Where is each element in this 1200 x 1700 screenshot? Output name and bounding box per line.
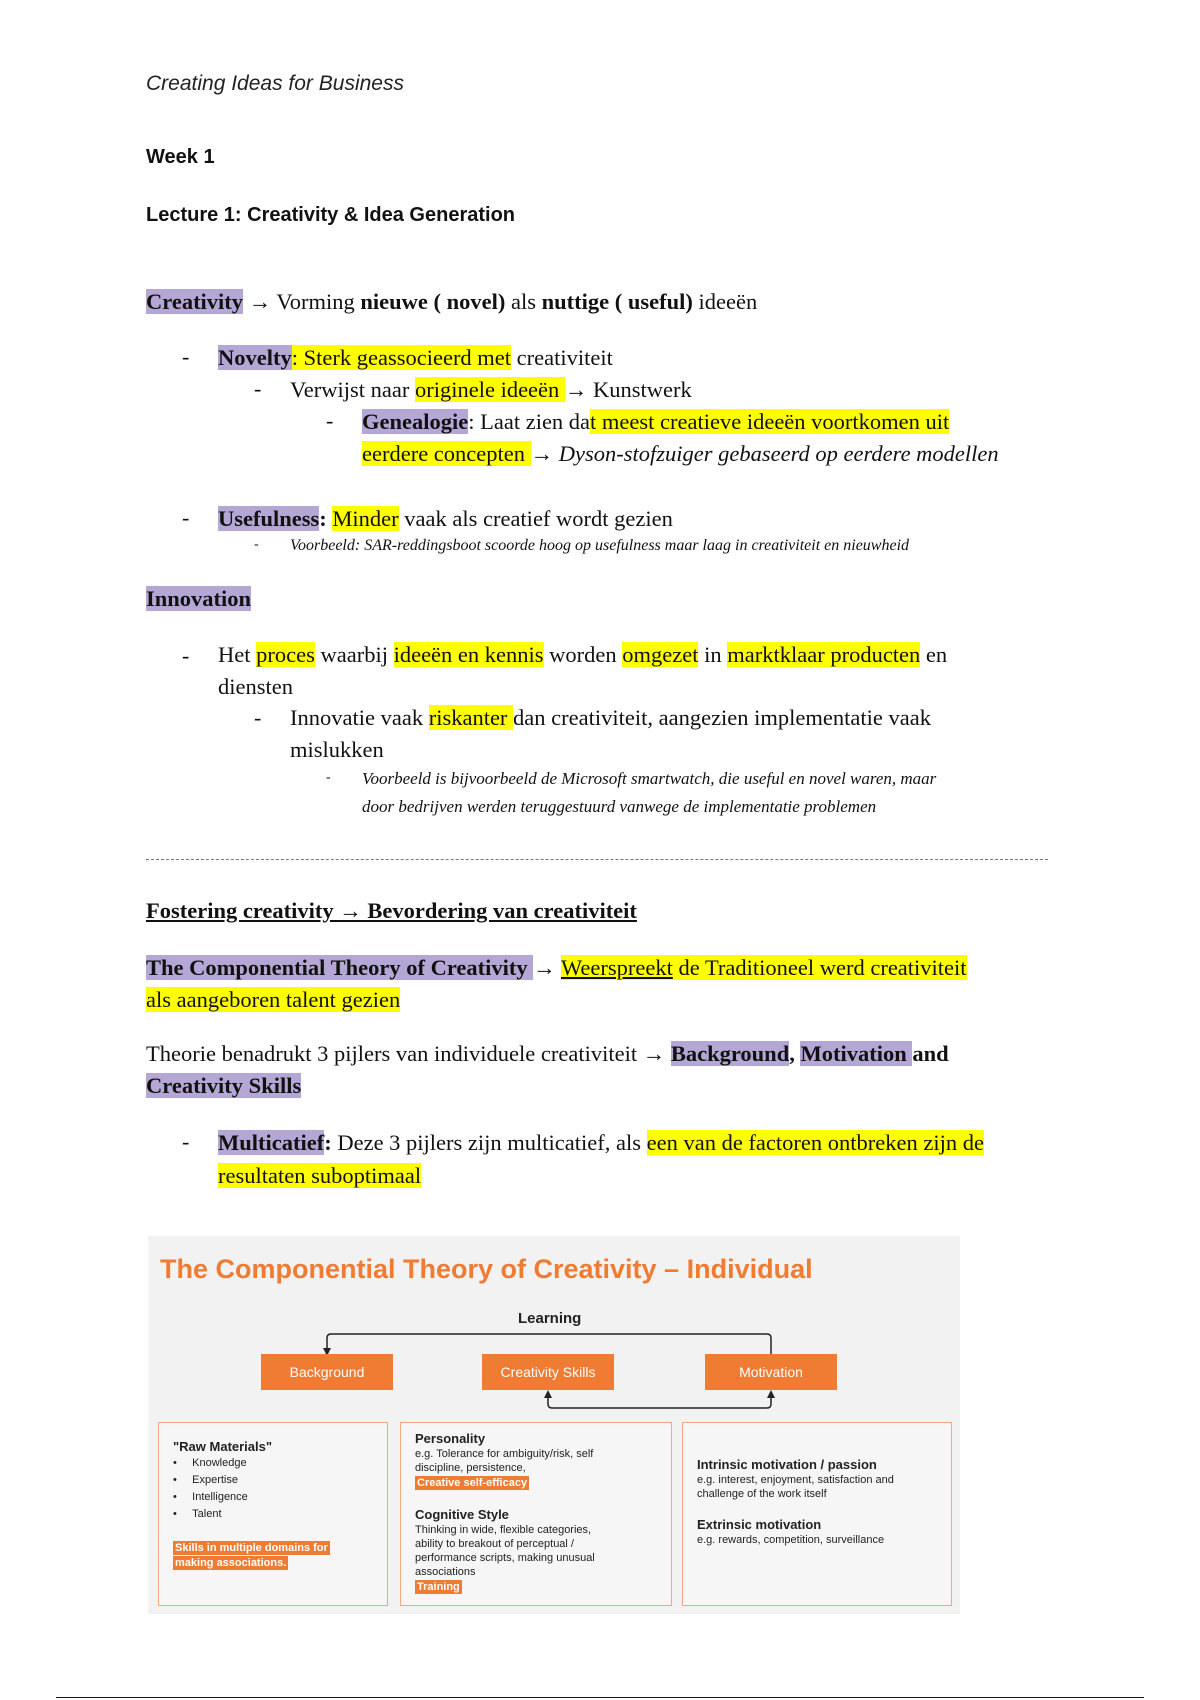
innovation-definition	[218, 639, 947, 671]
highlight-skills: Skills in multiple domains for	[175, 1542, 328, 1554]
arrowhead	[767, 1390, 775, 1398]
text-span: marktklaar producten	[727, 642, 921, 667]
text-span: The Componential Theory of Creativity	[146, 955, 534, 980]
bullet: -	[254, 376, 262, 401]
innovation-definition-line2: diensten	[218, 674, 293, 699]
text-span: Deze 3 pijlers zijn multicatief, als	[337, 1130, 647, 1155]
text-span: and	[912, 1041, 949, 1066]
text-span: dan creativiteit, aangezien implementatie vaak	[513, 705, 931, 730]
text-span: Minder	[332, 506, 399, 531]
bullet: -	[182, 505, 190, 530]
componential-theory-line1	[146, 952, 967, 984]
text-span: Theorie benadrukt 3 pijlers van individuele creativiteit →	[146, 1041, 671, 1066]
text-span: Het	[218, 642, 257, 667]
text-span: Background	[670, 1041, 790, 1066]
text-span: :	[324, 1130, 338, 1155]
text-span: nuttige ( useful)	[541, 289, 693, 314]
innovation-example-line2: door bedrijven werden teruggestuurd vanwege de implementatie problemen	[362, 797, 877, 816]
text-span: ideeën en kennis	[393, 642, 544, 667]
learning-label: Learning	[518, 1310, 582, 1327]
text-span: als	[505, 289, 542, 314]
text-span: waarbij	[314, 642, 394, 667]
usefulness-item	[218, 503, 673, 535]
panel-title: "Raw Materials"	[173, 1439, 273, 1454]
document-title: Creating Ideas for Business	[146, 72, 404, 95]
text-span: omgezet	[622, 642, 699, 667]
text-span: een van de factoren ontbreken zijn de	[646, 1130, 984, 1155]
text-span: en	[920, 642, 948, 667]
text-span: Motivation	[800, 1041, 913, 1066]
motivation-box: Motivation	[705, 1354, 837, 1390]
genealogie-term: Genealogie	[362, 409, 469, 434]
text-span: Sterk geassocieerd met	[303, 345, 512, 370]
fostering-heading: Fostering creativity → Bevordering van creativiteit	[146, 898, 637, 923]
text-span: eerdere concepten	[362, 441, 531, 466]
multicatief-line2	[218, 1160, 421, 1192]
text-span: ,	[789, 1041, 801, 1066]
componential-theory-line2	[146, 984, 400, 1016]
componential-theory-figure	[148, 1236, 960, 1614]
genealogie-item-line2	[362, 438, 999, 470]
panel-text: e.g. Tolerance for ambiguity/risk, self	[415, 1448, 594, 1460]
text-span: Knowledge	[192, 1457, 247, 1469]
text-span: in	[698, 642, 728, 667]
text-span: riskanter	[428, 705, 514, 730]
text-span: worden	[543, 642, 623, 667]
innovation-risk-line2: mislukken	[290, 737, 384, 762]
text-span: t meest creatieve ideeën voortkomen uit	[590, 409, 950, 434]
text-span: Innovatie vaak	[290, 705, 429, 730]
panel-text: Thinking in wide, flexible categories,	[415, 1524, 592, 1536]
bullet: -	[326, 408, 334, 433]
arrowhead	[544, 1390, 552, 1398]
text-span: Weerspreekt	[561, 955, 673, 980]
bullet: -	[182, 344, 190, 369]
list-item: • Expertise	[173, 1474, 238, 1486]
multicatief-line1	[218, 1127, 984, 1159]
text-span: originele ideeën	[414, 377, 565, 402]
text-span: :	[319, 506, 333, 531]
panel-text: e.g. interest, enjoyment, satisfaction and	[697, 1474, 894, 1486]
novelty-sub-item	[290, 374, 692, 406]
bullet: -	[254, 537, 259, 552]
pillars-line2	[146, 1070, 301, 1102]
text-span: nieuwe ( novel)	[360, 289, 506, 314]
innovation-heading	[146, 583, 251, 615]
text-span: proces	[256, 642, 315, 667]
panel-title: Intrinsic motivation / passion	[697, 1457, 877, 1472]
list-item: • Intelligence	[173, 1491, 248, 1503]
page-bottom-rule	[56, 1697, 1144, 1698]
panel-title: Personality	[415, 1431, 486, 1446]
figure-title: The Componential Theory of Creativity – Individual	[160, 1254, 813, 1284]
text-span: resultaten suboptimaal	[218, 1163, 422, 1188]
text-span: → Vorming	[243, 289, 361, 314]
panel-text: associations	[415, 1566, 476, 1578]
genealogie-item	[362, 406, 949, 438]
panel-title: Cognitive Style	[415, 1507, 509, 1522]
text-span: Verwijst naar	[290, 377, 415, 402]
usefulness-term: Usefulness	[218, 506, 320, 531]
creativity-skills-box: Creativity Skills	[482, 1354, 614, 1390]
text-span: als aangeboren talent gezien	[146, 987, 401, 1012]
text-span: creativiteit	[511, 345, 613, 370]
week-heading: Week 1	[146, 146, 215, 168]
highlight-training: Training	[417, 1581, 460, 1593]
bullet: -	[182, 1129, 190, 1154]
usefulness-example: Voorbeeld: SAR-reddingsboot scoorde hoog op usefulness maar laag in creativiteit en nieuwheid	[290, 537, 910, 554]
panel-motivation	[682, 1422, 952, 1606]
section-divider	[146, 859, 1048, 860]
panel-text: performance scripts, making unusual	[415, 1552, 595, 1564]
text-span: Dyson-stofzuiger gebaseerd op eerdere modellen	[558, 441, 999, 466]
bullet: -	[182, 643, 190, 668]
text-span: Intelligence	[192, 1491, 248, 1503]
novelty-term: Novelty	[218, 345, 292, 370]
bullet: -	[326, 770, 331, 785]
text-span: → Kunstwerk	[564, 377, 692, 402]
list-item: • Talent	[173, 1508, 222, 1520]
highlight-associations: making associations.	[175, 1557, 287, 1569]
text-span: vaak als creatief wordt gezien	[398, 506, 673, 531]
text-span: : Laat zien da	[468, 409, 591, 434]
text-span: Expertise	[192, 1474, 238, 1486]
panel-raw-materials	[158, 1422, 388, 1606]
novelty-item	[218, 342, 613, 374]
text-span: →	[533, 955, 561, 980]
creativity-term: Creativity	[146, 289, 244, 314]
panel-text: challenge of the work itself	[697, 1488, 827, 1500]
innovation-risk	[290, 702, 931, 734]
text-span: Creativity Skills	[146, 1073, 302, 1098]
panel-creativity-skills	[400, 1422, 672, 1606]
text-span: de Traditioneel werd creativiteit	[672, 955, 967, 980]
creativity-definition	[146, 286, 757, 318]
background-box: Background	[261, 1354, 393, 1390]
skills-motivation-arrow	[548, 1392, 771, 1408]
bullet: -	[254, 705, 262, 730]
text-span: Multicatief	[218, 1130, 325, 1155]
text-span: Talent	[192, 1508, 222, 1520]
highlight-self-efficacy: Creative self-efficacy	[417, 1477, 528, 1489]
panel-title: Extrinsic motivation	[697, 1517, 822, 1532]
panel-text: e.g. rewards, competition, surveillance	[697, 1534, 885, 1546]
panel-text: ability to breakout of perceptual /	[415, 1538, 574, 1550]
text-span: Innovation	[146, 586, 252, 611]
text-span: ideeën	[692, 289, 758, 314]
lecture-heading: Lecture 1: Creativity & Idea Generation	[146, 204, 516, 226]
text-span: →	[530, 441, 559, 466]
pillars-line1	[146, 1038, 949, 1070]
list-item: • Knowledge	[173, 1457, 247, 1469]
innovation-example-line1: Voorbeeld is bijvoorbeeld de Microsoft smartwatch, die useful en novel waren, maar	[362, 769, 937, 788]
text-span: :	[291, 345, 304, 370]
learning-arrow	[327, 1334, 771, 1354]
panel-text: discipline, persistence,	[415, 1462, 526, 1474]
